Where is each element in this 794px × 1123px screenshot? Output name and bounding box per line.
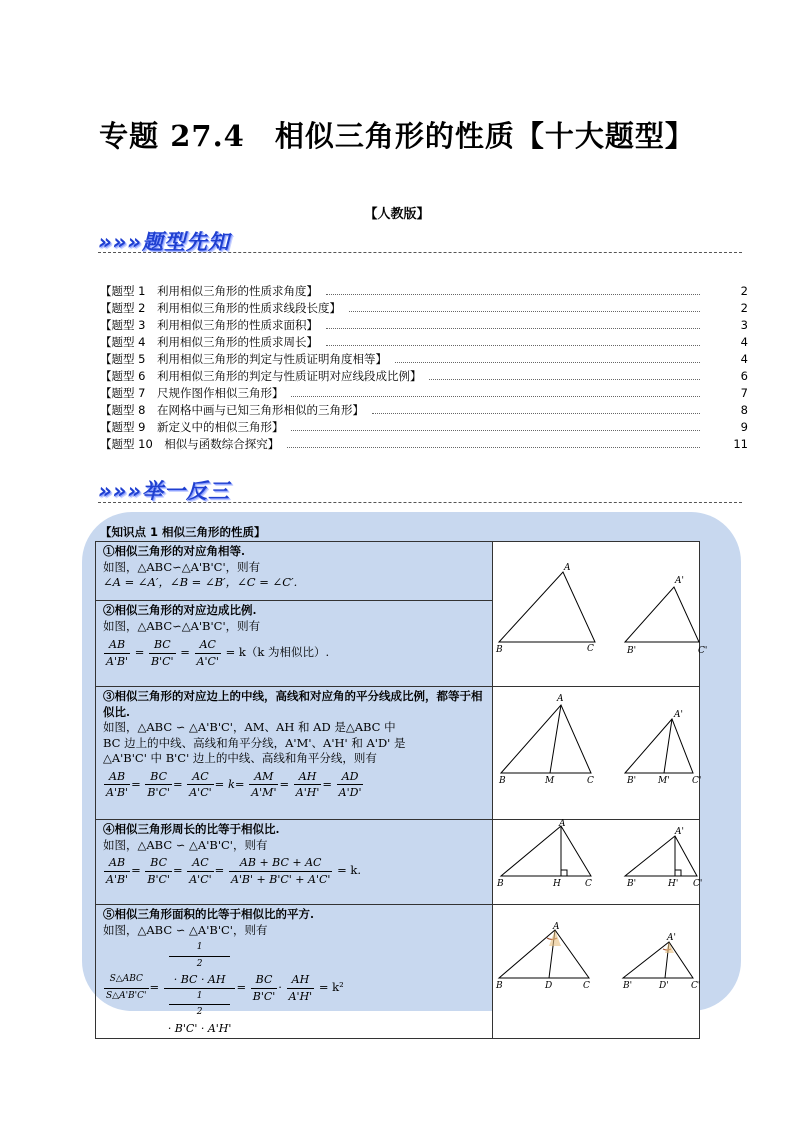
property-1-line: ∠A = ∠A′，∠B = ∠B′，∠C = ∠C′. — [103, 575, 298, 589]
property-3-formula: $\frac{AB}{A'B'}$ = $\frac{BC}{B'C'}$ = $\frac{AC}{A'C'}$ = k= $\frac{AM}{A'M'}$ = $\frac{AH}{A'H'}$ = $\frac{AD}{A'D'}$ — [106, 769, 362, 799]
vertex-label: C' — [698, 646, 708, 656]
property-5-line: 如图，△ABC ∽ △A'B'C'，则有 — [103, 922, 268, 937]
property-3-line: △A'B'C' 中 B'C' 边上的中线、高线和角平分线，则有 — [103, 751, 377, 765]
toc-page-number: 9 — [740, 420, 748, 434]
toc-entry-label: 【题型 4 利用相似三角形的性质求周长】 — [100, 335, 318, 349]
svg-text:M: M — [545, 776, 555, 786]
page-title: 专题 27.4 相似三角形的性质【十大题型】 — [99, 119, 695, 153]
toc-page-number: 6 — [740, 369, 748, 383]
compound-fraction: 1 2 · BC · AH 1 2 · B'C' · A'H' — [164, 940, 236, 1036]
property-2-formula: $\frac{AB}{A'B'}$ = $\frac{BC}{B'C'}$ = $\frac{AC}{A'C'}$ = k（k 为相似比）. — [106, 638, 330, 668]
property-1-line: 如图，△ABC∽△A'B'C'，则有 — [103, 559, 261, 574]
vertex-label: C — [587, 644, 594, 654]
svg-text:B': B' — [623, 980, 633, 991]
svg-text:A: A — [559, 819, 566, 829]
svg-text:C': C' — [691, 980, 701, 991]
toc-page-number: 4 — [740, 335, 748, 349]
toc-entry-label: 【题型 5 利用相似三角形的判定与性质证明角度相等】 — [100, 352, 387, 366]
toc-leader-dots — [326, 328, 700, 329]
toc-entry-label: 【题型 9 新定义中的相似三角形】 — [100, 420, 284, 434]
svg-text:B': B' — [627, 879, 637, 889]
property-2-heading: ②相似三角形的对应边成比例. — [103, 603, 257, 618]
svg-text:D': D' — [659, 980, 669, 991]
svg-text:B: B — [497, 879, 504, 889]
section-banner-preview: »»»题型先知 — [98, 230, 230, 254]
svg-text:H': H' — [668, 879, 679, 889]
property-3-heading: ③相似三角形的对应边上的中线，高线和对应角的平分线成比例，都等于相似比. — [103, 689, 483, 719]
vertex-label: A' — [675, 576, 684, 586]
toc-entry[interactable] — [100, 300, 748, 317]
toc-leader-dots — [291, 430, 700, 431]
svg-text:D: D — [545, 980, 553, 991]
toc-entry[interactable] — [100, 334, 748, 351]
svg-text:C': C' — [692, 776, 702, 786]
svg-text:A: A — [553, 921, 560, 932]
property-2-line: 如图，△ABC∽△A'B'C'，则有 — [103, 618, 261, 633]
property-1-cell — [96, 542, 493, 601]
divider — [98, 252, 742, 253]
svg-text:C: C — [583, 980, 590, 991]
height-figure — [493, 819, 703, 900]
toc-entry[interactable] — [100, 436, 748, 453]
fraction: $\frac{AB}{A'B'}$ — [106, 638, 129, 668]
svg-text:C: C — [587, 776, 594, 786]
toc-entry[interactable] — [100, 402, 748, 419]
toc-page-number: 2 — [740, 284, 748, 298]
toc-page-number: 11 — [733, 437, 748, 451]
svg-text:B: B — [496, 980, 503, 991]
svg-text:A': A' — [667, 932, 676, 943]
property-4-heading: ④相似三角形周长的比等于相似比. — [103, 822, 280, 836]
toc-leader-dots — [291, 396, 700, 397]
toc-leader-dots — [326, 345, 700, 346]
toc-entry-label: 【题型 10 相似与函数综合探究】 — [100, 437, 280, 451]
svg-text:A: A — [557, 694, 564, 704]
toc-entry-label: 【题型 6 利用相似三角形的判定与性质证明对应线段成比例】 — [100, 369, 422, 383]
toc-entry[interactable] — [100, 419, 748, 436]
toc-entry[interactable] — [100, 368, 748, 385]
figure-cell-similar-triangles — [493, 542, 708, 687]
toc-entry[interactable] — [100, 283, 748, 300]
svg-text:M': M' — [658, 776, 670, 786]
figure-cell-height — [493, 819, 703, 905]
toc-entry-label: 【题型 7 尺规作图作相似三角形】 — [100, 386, 284, 400]
divider — [98, 502, 742, 503]
section-banner-examples: »»»举一反三 — [98, 479, 230, 503]
toc-entry[interactable] — [100, 385, 748, 402]
svg-text:H: H — [553, 879, 561, 889]
property-5-heading: ⑤相似三角形面积的比等于相似比的平方. — [103, 907, 315, 921]
toc-leader-dots — [349, 311, 700, 312]
figure-cell-median — [493, 687, 700, 820]
fraction: $\frac{AC}{A'C'}$ — [196, 638, 219, 668]
vertex-label: B' — [627, 646, 637, 656]
toc-page-number: 2 — [740, 301, 748, 315]
svg-text:A': A' — [675, 827, 684, 837]
toc-entry[interactable] — [100, 351, 748, 368]
property-4-cell — [96, 820, 493, 905]
toc-entry-label: 【题型 8 在网格中画与已知三角形相似的三角形】 — [100, 403, 364, 417]
property-4-formula: $\frac{AB}{A'B'}$ = $\frac{BC}{B'C'}$ = $\frac{AC}{A'C'}$ = $\frac{AB + BC + AC}{A'B' + B'C' + A'C'}$ = k. — [106, 856, 361, 886]
toc-page-number: 8 — [740, 403, 748, 417]
triangles-figure — [493, 542, 708, 682]
svg-text:A': A' — [674, 710, 683, 720]
toc-entry-label: 【题型 3 利用相似三角形的性质求面积】 — [100, 318, 318, 332]
property-5-cell — [96, 905, 493, 1039]
vertex-label: B — [496, 645, 503, 655]
svg-text:B: B — [499, 776, 506, 786]
toc-leader-dots — [326, 294, 700, 295]
svg-text:B': B' — [627, 776, 637, 786]
property-1-heading: ①相似三角形的对应角相等. — [103, 544, 246, 558]
fraction: $\frac{BC}{B'C'}$ — [151, 638, 174, 668]
property-3-line: BC 边上的中线、高线和角平分线，A'M'、A'H' 和 A'D' 是 — [103, 735, 406, 750]
toc-leader-dots — [395, 362, 700, 363]
edition-label: 【人教版】 — [364, 207, 430, 222]
toc-leader-dots — [287, 447, 700, 448]
vertex-label: A — [564, 563, 571, 573]
property-5-formula: $\frac{\text{S△ABC}}{S\triangle A'B'C'}$ = 1 2 · BC · AH 1 2 · B'C' · A'H' = $\frac{BC}{B'C'}$ · $\frac{AH}{A'H'}$ = k² — [106, 942, 344, 1035]
toc-page-number: 3 — [740, 318, 748, 332]
median-figure — [493, 687, 702, 815]
toc-leader-dots — [429, 379, 700, 380]
svg-text:C: C — [585, 879, 592, 889]
property-3-cell — [96, 687, 493, 820]
table-of-contents — [100, 283, 748, 453]
toc-entry-label: 【题型 2 利用相似三角形的性质求线段长度】 — [100, 301, 341, 315]
property-4-line: 如图，△ABC ∽ △A'B'C'，则有 — [103, 837, 268, 852]
property-3-line: 如图，△ABC ∽ △A'B'C'，AM、AH 和 AD 是△ABC 中 — [103, 720, 396, 734]
bisector-figure — [493, 920, 699, 1020]
toc-page-number: 7 — [740, 386, 748, 400]
toc-entry-label: 【题型 1 利用相似三角形的性质求角度】 — [100, 284, 318, 298]
knowledge-header: 【知识点 1 相似三角形的性质】 — [100, 525, 266, 539]
knowledge-table — [95, 541, 708, 1039]
toc-leader-dots — [372, 413, 700, 414]
svg-text:C': C' — [693, 879, 703, 889]
figure-cell-bisector — [493, 905, 700, 1039]
toc-entry[interactable] — [100, 317, 748, 334]
property-2-cell — [96, 601, 493, 687]
toc-page-number: 4 — [740, 352, 748, 366]
